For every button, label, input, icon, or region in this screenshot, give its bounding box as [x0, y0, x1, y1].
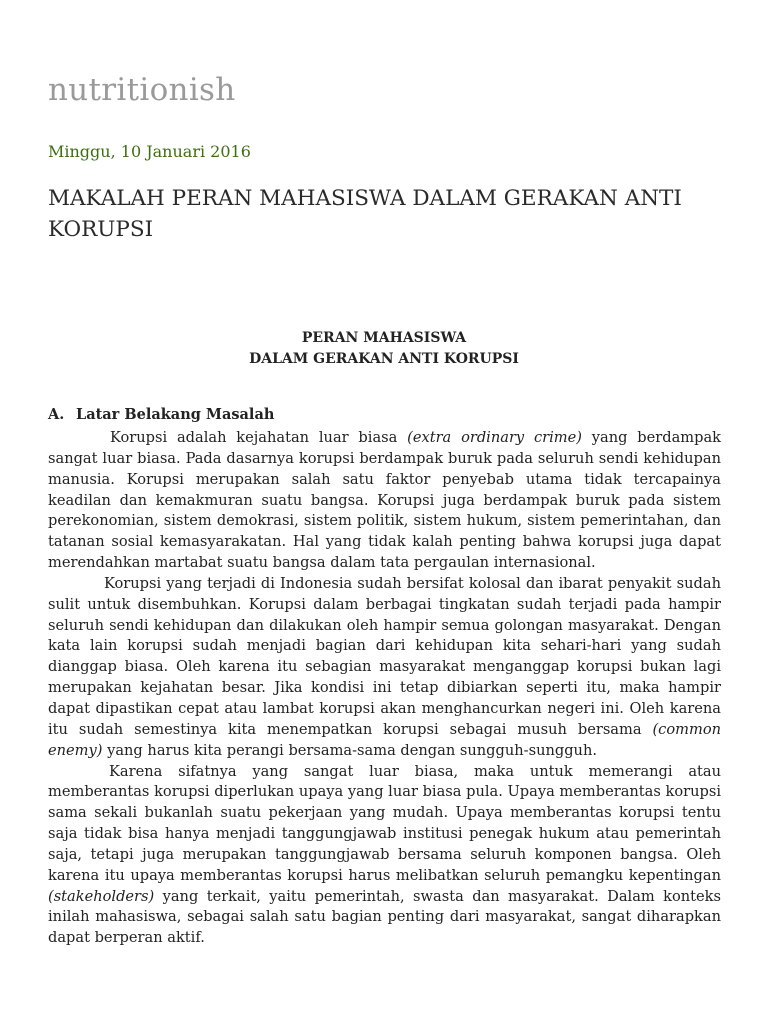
article-body: [48, 428, 721, 949]
document-heading-line-2: DALAM GERAKAN ANTI KORUPSI: [249, 351, 519, 367]
paragraph-3-emphasis: (stakeholders): [48, 887, 155, 905]
document-heading-line-1: PERAN MAHASISWA: [301, 330, 467, 346]
paragraph-2: [48, 574, 721, 762]
section-number: A.: [48, 406, 65, 423]
paragraph-1: [48, 428, 721, 574]
paragraph-1-emphasis: (extra ordinary crime): [407, 429, 582, 446]
paragraph-3-text-a: Karena sifatnya yang sangat luar biasa, maka untuk memerangi atau memberantas korupsi diperlukan upaya yang luar biasa pula. Upaya memberantas korupsi sama sekali bukanlah suatu pekerjaan yang mudah. Upaya memberantas korupsi tentu saja tidak bisa hanya menjadi tanggungjawab institusi penegak hukum atau pemerintah saja, tetapi juga merupakan tanggungjawab bersama seluruh komponen bangsa. Oleh karena itu upaya memberantas korupsi harus melibatkan seluruh pemangku kepentingan: [48, 762, 721, 884]
blog-title-link[interactable]: nutritionish: [48, 72, 236, 108]
paragraph-2-emphasis: (common enemy): [48, 720, 721, 759]
paragraph-3-text-b: yang terkait, yaitu pemerintah, swasta dan masyarakat. Dalam konteks inilah mahasiswa, sebagai salah satu bagian penting dari masyarakat, sangat diharapkan dapat berperan aktif.: [48, 887, 721, 947]
section-heading: [48, 406, 274, 423]
post-title-link[interactable]: MAKALAH PERAN MAHASISWA DALAM GERAKAN ANTI KORUPSI: [48, 186, 682, 242]
post-date: Minggu, 10 Januari 2016: [48, 142, 251, 161]
paragraph-2-text-b: yang harus kita perangi bersama-sama dengan sungguh-sungguh.: [102, 741, 597, 759]
paragraph-3: [48, 762, 721, 950]
section-title: Latar Belakang Masalah: [76, 406, 275, 423]
paragraph-2-text-a: Korupsi yang terjadi di Indonesia sudah bersifat kolosal dan ibarat penyakit sudah sulit untuk disembuhkan. Korupsi dalam berbagai tingkatan sudah terjadi pada hampir seluruh sendi kehidupan dan dilakukan oleh hampir semua golongan masyarakat. Dengan kata lain korupsi sudah menjadi bagian dari kehidupan kita sehari-hari yang sudah dianggap biasa. Oleh karena itu sebagian masyarakat menganggap korupsi bukan lagi merupakan kejahatan besar. Jika kondisi ini tetap dibiarkan seperti itu, maka hampir dapat dipastikan cepat atau lambat korupsi akan menghancurkan negeri ini. Oleh karena itu sudah semestinya kita menempatkan korupsi sebagai musuh bersama: [48, 574, 721, 738]
paragraph-1-text-a: Korupsi adalah kejahatan luar biasa: [110, 429, 408, 446]
paragraph-1-text-b: yang berdampak sangat luar biasa. Pada dasarnya korupsi berdampak buruk pada seluruh sendi kehidupan manusia. Korupsi merupakan salah satu faktor penyebab utama tidak tercapainya keadilan dan kemakmuran suatu bangsa. Korupsi juga berdampak buruk pada sistem perekonomian, sistem demokrasi, sistem politik, sistem hukum, sistem pemerintahan, dan tatanan sosial kemasyarakatan. Hal yang tidak kalah penting bahwa korupsi juga dapat merendahkan martabat suatu bangsa dalam tata pergaulan internasional.: [48, 429, 721, 572]
